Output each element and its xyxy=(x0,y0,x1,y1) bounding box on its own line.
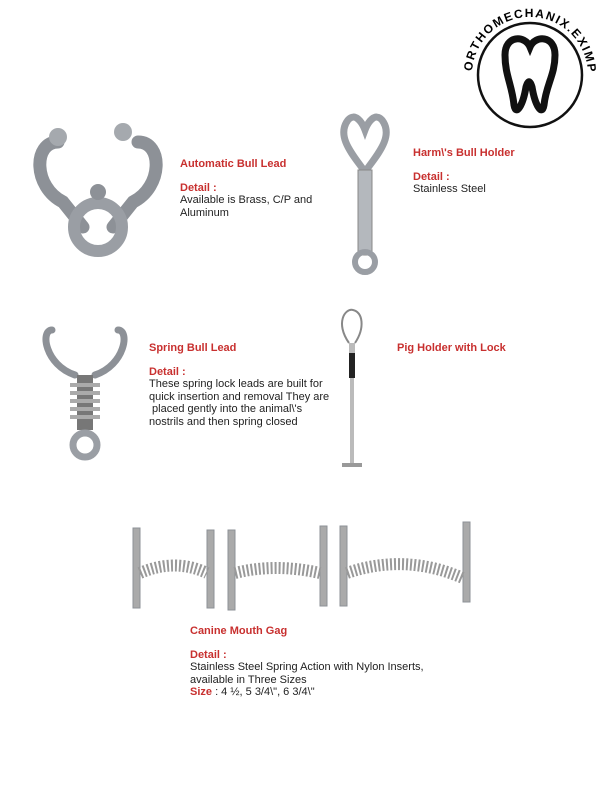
detail-label: Detail : xyxy=(149,366,186,378)
pig-holder-image xyxy=(335,308,375,478)
detail-line: Stainless Steel Spring Action with Nylon Inserts, xyxy=(190,661,424,673)
product-spring-bull-lead xyxy=(149,342,329,428)
size-label: Size xyxy=(190,686,213,698)
detail-label: Detail : xyxy=(190,649,227,661)
product-canine-mouth-gag xyxy=(190,625,424,699)
detail-line: quick insertion and removal They are xyxy=(149,390,330,403)
detail-line: placed gently into the animal\'s xyxy=(149,403,303,415)
detail-line: available in Three Sizes xyxy=(190,673,307,686)
svg-text:ORTHOMECHANIX.EXIMP: ORTHOMECHANIX.EXIMP xyxy=(460,5,600,74)
detail-line: Stainless Steel xyxy=(413,183,486,195)
product-name: Harm\'s Bull Holder xyxy=(413,147,515,159)
product-name: Spring Bull Lead xyxy=(149,342,237,354)
canine-mouth-gag-image xyxy=(125,518,490,618)
automatic-bull-lead-image xyxy=(28,112,168,272)
detail-label: Detail : xyxy=(180,182,217,194)
product-name: Automatic Bull Lead xyxy=(180,158,287,170)
detail-line: These spring lock leads are built for xyxy=(149,378,323,390)
product-automatic-bull-lead xyxy=(180,158,312,219)
size-value: : 4 ½, 5 3/4\", 6 3/4\" xyxy=(212,686,315,698)
detail-line: Available is Brass, C/P and xyxy=(180,194,313,206)
detail-label: Detail : xyxy=(413,171,450,183)
product-name: Canine Mouth Gag xyxy=(190,625,288,637)
product-name: Pig Holder with Lock xyxy=(397,342,506,354)
detail-line: Aluminum xyxy=(180,206,229,219)
detail-line: nostrils and then spring closed xyxy=(149,415,298,428)
logo xyxy=(450,5,610,130)
harms-bull-holder-image xyxy=(330,112,400,277)
product-pig-holder xyxy=(397,342,506,354)
size-line xyxy=(190,686,424,699)
product-harms-bull-holder xyxy=(413,147,515,196)
spring-bull-lead-image xyxy=(40,310,130,470)
